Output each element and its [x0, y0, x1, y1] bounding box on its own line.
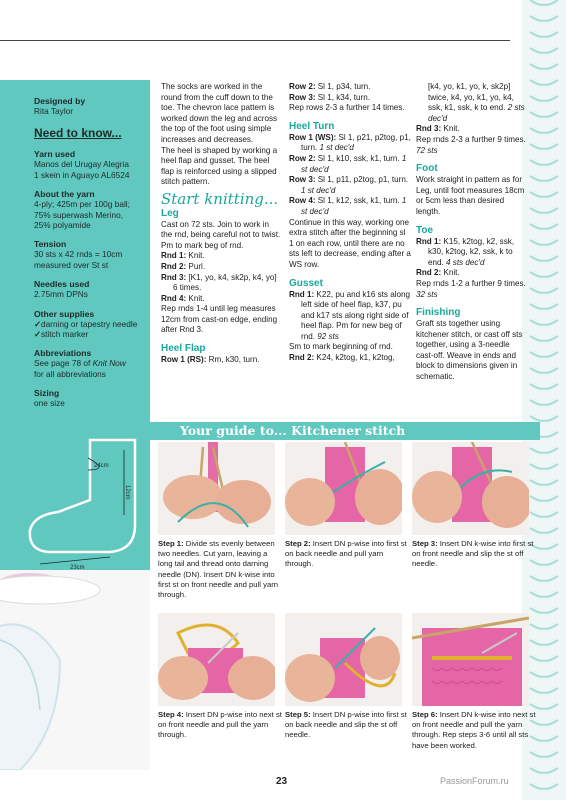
tension-label: Tension [34, 239, 67, 250]
gusset-slip-marker: Sm to mark beginning of rnd. [289, 342, 393, 352]
sizing-value: one size [34, 398, 65, 409]
yarn-bowl-photo [0, 570, 150, 770]
pattern-column-3 [416, 82, 528, 383]
step-1-photo [158, 442, 275, 535]
gusset-heading: Gusset [289, 277, 323, 289]
needles-value: 2.75mm DPNs [34, 289, 88, 300]
pattern-column-1 [161, 82, 281, 366]
dim-leg: 12cm [124, 485, 130, 500]
dim-length: 23cm [70, 565, 85, 570]
gusset-round-2: Rnd 2: K24, k2tog, k1, k2tog, [289, 353, 395, 363]
leg-repeat: Rep rnds 1-4 until leg measures 12cm from cast-on edge, ending after Rnd 3. [161, 304, 278, 335]
abbreviations-text-2: for all abbreviations [34, 368, 106, 379]
heel-turn-row-3: Row 3: Sl 1, p11, p2tog, p1, turn. 1 st dec'd [289, 175, 409, 195]
about-yarn-line: 75% superwash Merino, [34, 209, 124, 220]
heel-flap-row-2: Row 2: Sl 1, p34, turn. [289, 82, 371, 91]
step-5-caption: Step 5: Insert DN p-wise into first st on back needle and slip the st off needle. [285, 710, 407, 740]
supplies-label: Other supplies [34, 308, 95, 319]
header-rule [0, 40, 510, 41]
step-4-caption: Step 4: Insert DN p-wise into next st on front needle and pull the yarn through. [158, 710, 282, 740]
watermark: PassionForum.ru [440, 776, 509, 786]
step-3-photo [412, 442, 529, 535]
gusset-round-2-continued: [k4, yo, k1, yo, k, sk2p] twice, k4, yo, k1, yo, k4, ssk, k1, ssk, k to end. 2 sts dec'd [428, 82, 525, 123]
start-knitting-heading: Start knitting... [161, 189, 279, 208]
heel-turn-row-2: Row 2: Sl 1, k10, ssk, k1, turn. 1 st dec'd [289, 153, 407, 174]
step-5-photo [285, 613, 402, 706]
page-number: 23 [276, 776, 288, 787]
leg-round-4: Rnd 4: Knit. [161, 293, 205, 303]
dim-foot-circ: 24cm [94, 463, 109, 469]
abbreviations-text: See page 78 of Knit Now [34, 358, 126, 369]
needles-label: Needles used [34, 279, 90, 290]
gusset-round-3: Rnd 3: Knit. [416, 124, 460, 134]
heel-turn-row-4: Row 4: Sl 1, k12, ssk, k1, turn. 1 st dec'd [289, 196, 407, 216]
step-6-caption: Step 6: Insert DN k-wise into next st on front needle and pull the yarn through. Rep steps 3-6 until all sts have been worked. [412, 710, 536, 750]
heel-flap-row-3: Row 3: Sl 1, k34, turn. [289, 92, 370, 102]
need-to-know-heading: Need to know... [34, 126, 122, 141]
supply-item: ✓ darning or tapestry needle [34, 319, 140, 329]
heel-turn-continue: Continue in this way, working one extra stitch after the beginning sl 1 on each row, until there are no sts left to decrease, ending after a WS row. [289, 217, 411, 269]
heel-turn-heading: Heel Turn [289, 120, 335, 132]
about-yarn-label: About the yarn [34, 189, 95, 200]
step-2-photo [285, 442, 402, 535]
pattern-column-2 [289, 82, 411, 364]
leg-instructions: Cast on 72 sts. Join to work in the rnd, being careful not to twist. Pm to mark beg of rnd. [161, 219, 281, 250]
designer-name: Rita Taylor [34, 106, 74, 116]
about-yarn-line: 25% polyamide [34, 220, 91, 231]
finishing-heading: Finishing [416, 307, 461, 319]
sizing-label: Sizing [34, 388, 60, 399]
finishing-instructions: Graft sts together using kitchener stitch, or cast off sts together, using a 3-needle cast-off. Weave in ends and block to dimensions given in schematic. [416, 319, 523, 382]
toe-round-1: Rnd 1: K15, k2tog, k2, ssk, k30, k2tog, k2, ssk, k to end. 4 sts dec'd [416, 236, 515, 267]
foot-instructions: Work straight in pattern as for Leg, until foot measures 18cm or 5cm less than desired length. [416, 175, 525, 216]
intro-paragraph-2: The heel is shaped by working a heel flap and gusset. The heel flap is reinforced using a slipped stitch pattern. [161, 145, 278, 187]
leg-round-2: Rnd 2: Purl. [161, 261, 206, 271]
guide-title: Your guide to... Kitchener stitch [180, 423, 406, 438]
leg-heading: Leg [161, 207, 179, 219]
tension-line: measured over St st [34, 259, 109, 270]
step-3-caption: Step 3: Insert DN k-wise into first st on front needle and slip the st off needle. [412, 539, 534, 569]
step-4-photo [158, 613, 275, 706]
heel-flap-row-1: Row 1 (RS): Rm, k30, turn. [161, 355, 260, 365]
sock-schematic [0, 430, 150, 570]
toe-repeat: Rep rnds 1-2 a further 9 times. 32 sts [416, 278, 526, 299]
heel-flap-heading: Heel Flap [161, 343, 206, 355]
supply-item: ✓ stitch marker [34, 329, 140, 339]
heel-turn-row-1: Row 1 (WS): Sl 1, p21, p2tog, p1, turn. 1 st dec'd [289, 132, 411, 153]
leg-round-1: Rnd 1: Knit. [161, 251, 205, 261]
step-2-caption: Step 2: Insert DN p-wise into first st on back needle and pull yarn through. [285, 539, 407, 569]
yarn-line: Manos del Urugay Alegria [34, 159, 130, 170]
yarn-label: Yarn used [34, 149, 76, 160]
intro-paragraph: The socks are worked in the round from the cuff down to the toe. The chevron lace pattern is worked down the leg and across the top of the foot using simple increases and decreases. [161, 82, 278, 144]
foot-heading: Foot [416, 163, 438, 175]
step-1-caption: Step 1: Divide sts evenly between two needles. Cut yarn, leaving a long tail and thread onto darning needle (DN). Insert DN k-wise into first st on front needle and pull yarn through. [158, 539, 279, 600]
yarn-line: 1 skein in Aguayo AL6524 [34, 169, 130, 180]
tension-line: 30 sts x 42 rnds = 10cm [34, 249, 123, 260]
designed-by-label: Designed by [34, 96, 86, 106]
kitchener-guide-banner [150, 422, 540, 440]
abbreviations-label: Abbreviations [34, 348, 92, 359]
step-6-photo [412, 613, 529, 706]
gusset-repeat: Rep rnds 2-3 a further 9 times. 72 sts [416, 134, 526, 155]
gusset-round-1: Rnd 1: K22, pu and k16 sts along left side of heel flap, k37, pu and k17 sts along right side of heel flap. Pm for new beg of rnd. 92 sts [289, 289, 411, 341]
toe-round-2: Rnd 2: Knit. [416, 268, 460, 278]
toe-heading: Toe [416, 224, 434, 236]
leg-round-3: Rnd 3: [K1, yo, k4, sk2p, k4, yo] 6 times. [161, 272, 277, 293]
heel-flap-repeat: Rep rows 2-3 a further 14 times. [289, 103, 405, 113]
about-yarn-line: 4-ply; 425m per 100g ball; [34, 199, 130, 210]
